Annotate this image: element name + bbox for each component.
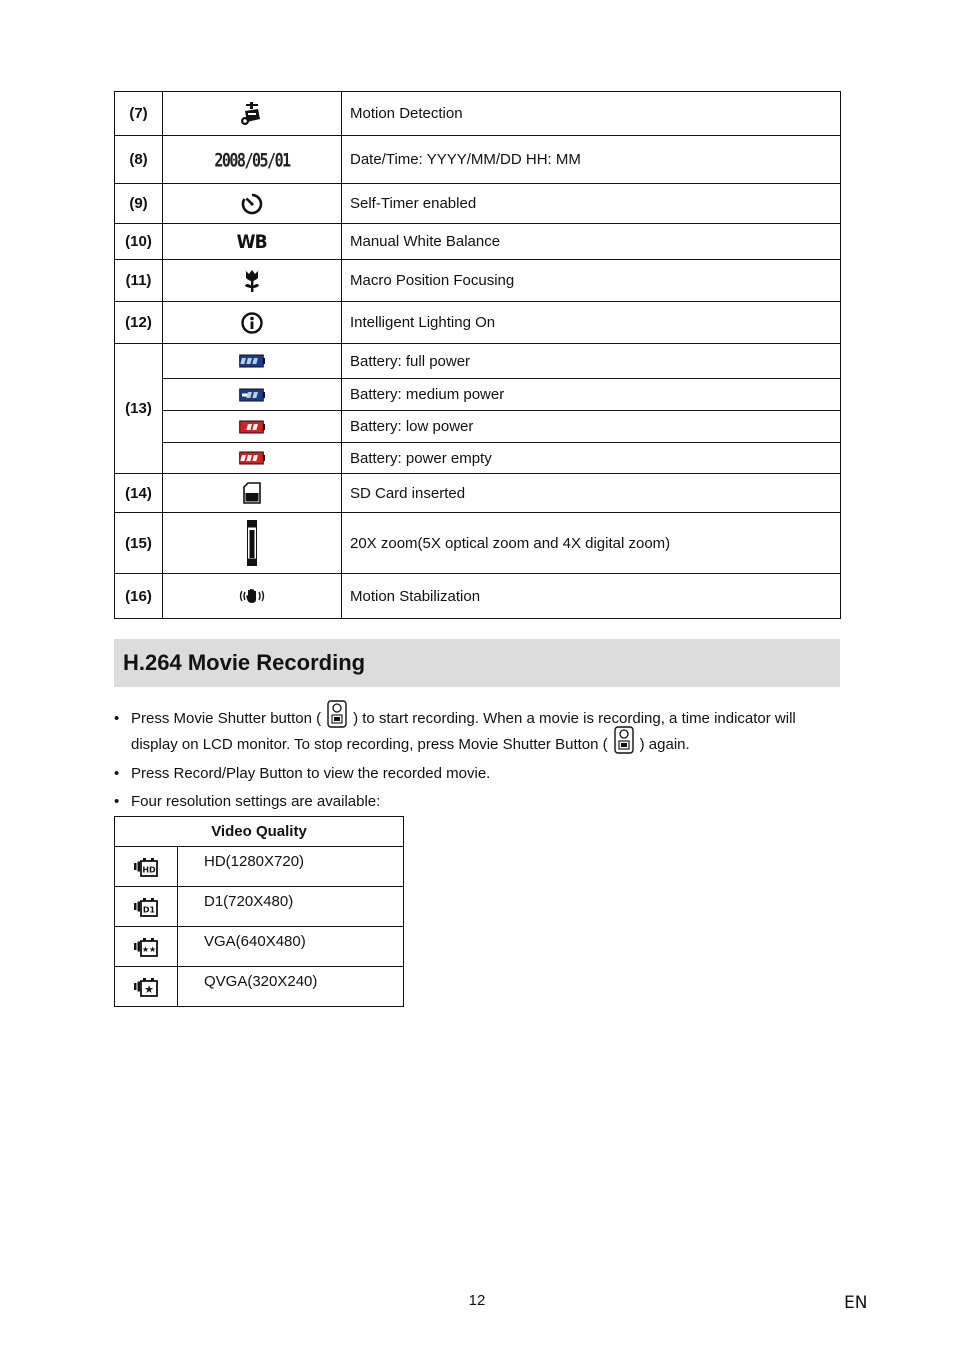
row-description: Battery: medium power	[342, 379, 841, 411]
battery-low-icon	[163, 411, 342, 443]
d1-resolution-icon	[115, 887, 178, 927]
svg-text:★★: ★★	[141, 944, 157, 954]
bullet-dot: •	[114, 710, 120, 727]
section-header	[114, 639, 840, 687]
resolution-label: QVGA(320X240)	[178, 967, 404, 1007]
sd-card-icon	[163, 474, 342, 513]
bullet-dot: •	[114, 793, 120, 811]
stabilization-hand-icon	[163, 574, 342, 619]
language-label: EN	[844, 1293, 868, 1313]
macro-flower-icon	[163, 260, 342, 302]
row-number: (8)	[115, 136, 163, 184]
self-timer-icon	[163, 184, 342, 224]
row-number: (16)	[115, 574, 163, 619]
movie-shutter-button-icon	[614, 726, 634, 762]
row-description: Battery: full power	[342, 344, 841, 379]
resolution-label: VGA(640X480)	[178, 927, 404, 967]
hd-resolution-icon	[115, 847, 178, 887]
row-description: Self-Timer enabled	[342, 184, 841, 224]
section-title: H.264 Movie Recording	[123, 650, 366, 675]
battery-empty-icon	[163, 443, 342, 474]
row-description: Battery: power empty	[342, 443, 841, 474]
row-number: (7)	[115, 92, 163, 136]
bullet-text: Four resolution settings are available:	[131, 793, 381, 811]
list-item	[114, 761, 844, 786]
vga-resolution-icon	[115, 927, 178, 967]
bullet-text: Press Record/Play Button to view the recorded movie.	[131, 765, 491, 783]
row-number: (15)	[115, 513, 163, 574]
instruction-list	[114, 706, 844, 817]
white-balance-icon	[163, 224, 342, 260]
movie-shutter-button-icon	[327, 700, 347, 736]
row-description: 20X zoom(5X optical zoom and 4X digital zoom)	[342, 513, 841, 574]
row-number: (14)	[115, 474, 163, 513]
list-item	[114, 706, 844, 758]
row-description: Date/Time: YYYY/MM/DD HH: MM	[342, 136, 841, 184]
row-description: Intelligent Lighting On	[342, 302, 841, 344]
white-balance-text: WB	[236, 230, 268, 253]
row-description: Motion Stabilization	[342, 574, 841, 619]
row-description: SD Card inserted	[342, 474, 841, 513]
row-number: (10)	[115, 224, 163, 260]
row-description: Macro Position Focusing	[342, 260, 841, 302]
bullet-text: ) again.	[639, 736, 690, 754]
row-description: Motion Detection	[342, 92, 841, 136]
resolution-label: HD(1280X720)	[178, 847, 404, 887]
row-number: (11)	[115, 260, 163, 302]
list-item	[114, 789, 844, 814]
bullet-text: Press Movie Shutter button (	[131, 710, 322, 727]
svg-text:HD: HD	[142, 865, 156, 874]
video-quality-table	[114, 816, 404, 1007]
battery-full-icon	[163, 344, 342, 379]
svg-text:D1: D1	[142, 905, 156, 914]
battery-medium-icon	[163, 379, 342, 411]
row-number: (12)	[115, 302, 163, 344]
icon-legend-table	[114, 91, 841, 619]
svg-text:★: ★	[144, 982, 154, 996]
zoom-bar-icon	[163, 513, 342, 574]
motion-detection-icon	[163, 92, 342, 136]
resolution-label: D1(720X480)	[178, 887, 404, 927]
date-stamp-text: 2008/05/01	[214, 148, 290, 171]
bullet-dot: •	[114, 765, 120, 783]
row-number: (13)	[115, 344, 163, 474]
video-quality-header: Video Quality	[115, 817, 404, 847]
bullet-text: ) to start recording. When a movie is recording, a time indicator will display on LCD monitor. To stop recording, press Movie Shutter Button (	[131, 710, 796, 754]
intelligent-lighting-icon	[163, 302, 342, 344]
row-description: Battery: low power	[342, 411, 841, 443]
row-description: Manual White Balance	[342, 224, 841, 260]
date-stamp	[163, 136, 342, 184]
row-number: (9)	[115, 184, 163, 224]
page-number: 12	[468, 1292, 486, 1309]
qvga-resolution-icon	[115, 967, 178, 1007]
